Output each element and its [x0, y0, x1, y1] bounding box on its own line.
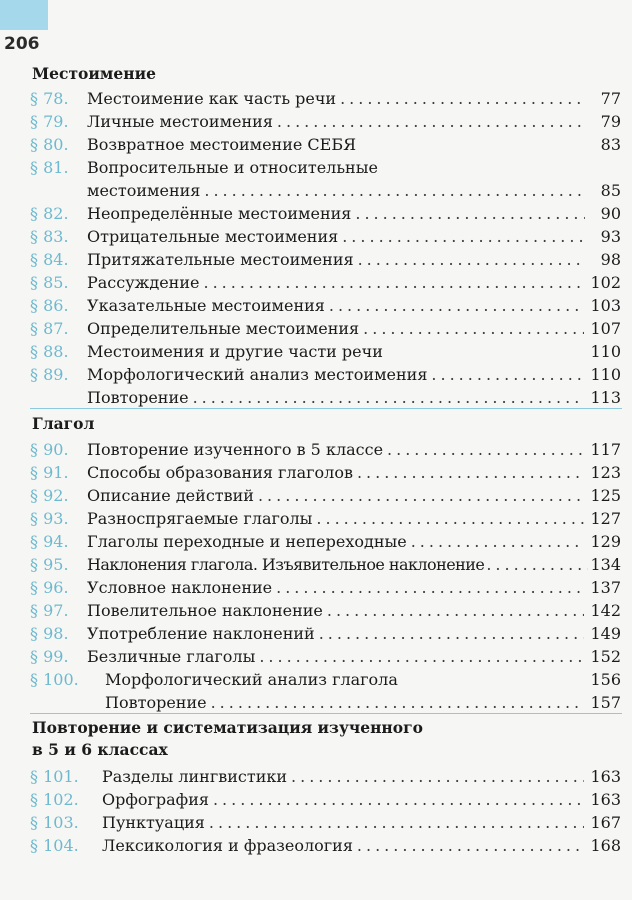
toc-entry-97 — [30, 600, 621, 622]
entry-page: 167 — [590, 813, 621, 832]
leader-dots — [319, 623, 585, 645]
toc-entry-81 — [30, 157, 621, 179]
toc-entry-83 — [30, 226, 621, 248]
toc-entry-102 — [30, 789, 621, 811]
leader-dots — [358, 249, 585, 271]
entry-title: Возвратное местоимение СЕБЯ — [87, 135, 357, 154]
section-number: § 99. — [30, 647, 69, 666]
leader-dots — [277, 111, 585, 133]
entry-page: 163 — [590, 767, 621, 786]
toc-entry-94 — [30, 531, 621, 553]
section-number: § 84. — [30, 250, 69, 269]
entry-page: 129 — [590, 532, 621, 551]
entry-page: 102 — [590, 273, 621, 292]
leader-dots — [363, 318, 584, 340]
leader-dots — [340, 88, 585, 110]
leader-dots — [259, 646, 584, 668]
toc-entry-80 — [30, 134, 621, 156]
entry-title: Притяжательные местоимения — [87, 250, 354, 269]
entry-title: Морфологический анализ местоимения — [87, 365, 428, 384]
entry-title: Описание действий — [87, 486, 254, 505]
leader-dots — [291, 766, 584, 788]
entry-page: 168 — [590, 836, 621, 855]
section-number: § 86. — [30, 296, 69, 315]
entry-page: 85 — [600, 181, 621, 200]
section-number: § 100. — [30, 670, 79, 689]
entry-title: Повелительное наклонение — [87, 601, 323, 620]
toc-entry-101 — [30, 766, 621, 788]
entry-title: местоимения — [87, 181, 201, 200]
leader-dots — [193, 387, 585, 409]
page-corner-tab — [0, 0, 48, 30]
leader-dots — [203, 272, 584, 294]
entry-title: Способы образования глаголов — [87, 463, 353, 482]
entry-page: 117 — [590, 440, 621, 459]
section-number: § 93. — [30, 509, 69, 528]
toc-entry-88 — [30, 341, 621, 363]
section-number: § 90. — [30, 440, 69, 459]
toc-entry-104 — [30, 835, 621, 857]
entry-page: 123 — [590, 463, 621, 482]
toc-entry-review-1 — [30, 387, 621, 409]
entry-page: 156 — [590, 670, 621, 689]
entry-page: 152 — [590, 647, 621, 666]
entry-title: Условное наклонение — [87, 578, 273, 597]
entry-page: 83 — [600, 135, 621, 154]
toc-entry-89 — [30, 364, 621, 386]
section-number: § 98. — [30, 624, 69, 643]
section-divider — [30, 408, 622, 409]
entry-title: Отрицательные местоимения — [87, 227, 339, 246]
entry-title: Разделы лингвистики — [102, 767, 288, 786]
entry-page: 98 — [600, 250, 621, 269]
entry-page: 125 — [590, 486, 621, 505]
leader-dots — [213, 789, 584, 811]
leader-dots — [357, 835, 585, 857]
section-number: § 79. — [30, 112, 69, 131]
toc-entry-87 — [30, 318, 621, 340]
toc-entry-81-cont — [30, 180, 621, 202]
leader-dots — [209, 812, 585, 834]
entry-page: 110 — [590, 365, 621, 384]
section-number: § 91. — [30, 463, 69, 482]
section-number: § 103. — [30, 813, 79, 832]
entry-page: 134 — [590, 555, 621, 574]
toc-entry-85 — [30, 272, 621, 294]
section-number: § 81. — [30, 158, 69, 177]
entry-page: 127 — [590, 509, 621, 528]
leader-dots — [355, 203, 585, 225]
toc-entry-review-2 — [30, 692, 621, 714]
section-number: § 82. — [30, 204, 69, 223]
entry-title: Неопределённые местоимения — [87, 204, 352, 223]
leader-dots — [329, 295, 585, 317]
entry-page: 107 — [590, 319, 621, 338]
leader-dots — [258, 485, 584, 507]
entry-title: Глаголы переходные и непереходные — [87, 532, 407, 551]
entry-page: 90 — [600, 204, 621, 223]
toc-entry-90 — [30, 439, 621, 461]
toc-entry-93 — [30, 508, 621, 530]
section-title-review-line-1: Повторение и систематизация изученного — [32, 718, 423, 737]
entry-title: Употребление наклонений — [87, 624, 315, 643]
entry-page: 113 — [590, 388, 621, 407]
leader-dots — [204, 180, 585, 202]
leader-dots — [316, 508, 584, 530]
toc-entry-91 — [30, 462, 621, 484]
section-number: § 89. — [30, 365, 69, 384]
toc-entry-92 — [30, 485, 621, 507]
entry-title: Безличные глаголы — [87, 647, 256, 666]
entry-title: Местоимение как часть речи — [87, 89, 337, 108]
entry-page: 142 — [590, 601, 621, 620]
toc-entry-100 — [30, 669, 621, 691]
leader-dots — [357, 462, 585, 484]
section-title-pronoun: Местоимение — [32, 64, 156, 83]
entry-page: 103 — [590, 296, 621, 315]
section-number: § 92. — [30, 486, 69, 505]
toc-entry-79 — [30, 111, 621, 133]
section-number: § 95. — [30, 555, 69, 574]
leader-dots — [276, 577, 584, 599]
toc-entry-82 — [30, 203, 621, 225]
toc-entry-96 — [30, 577, 621, 599]
toc-entry-95 — [30, 554, 621, 576]
leader-dots — [411, 531, 585, 553]
entry-title: Орфография — [102, 790, 209, 809]
entry-page: 163 — [590, 790, 621, 809]
entry-page: 93 — [600, 227, 621, 246]
toc-entry-86 — [30, 295, 621, 317]
entry-page: 149 — [590, 624, 621, 643]
entry-title: Повторение — [87, 388, 189, 407]
entry-title: Личные местоимения — [87, 112, 273, 131]
entry-title: Разноспрягаемые глаголы — [87, 509, 313, 528]
section-title-review-line-2: в 5 и 6 классах — [32, 740, 168, 759]
entry-title: Лексикология и фразеология — [102, 836, 353, 855]
entry-title: Указательные местоимения — [87, 296, 325, 315]
entry-title: Рассуждение — [87, 273, 200, 292]
section-number: § 87. — [30, 319, 69, 338]
entry-title: Наклонения глагола. Изъявительное наклонение — [87, 555, 485, 574]
entry-page: 110 — [590, 342, 621, 361]
page-number: 206 — [4, 34, 40, 54]
section-number: § 101. — [30, 767, 79, 786]
entry-title: Повторение изученного в 5 классе — [87, 440, 384, 459]
section-divider — [30, 713, 622, 714]
entry-page: 79 — [600, 112, 621, 131]
section-number: § 96. — [30, 578, 69, 597]
leader-dots — [431, 364, 584, 386]
toc-entry-78 — [30, 88, 621, 110]
entry-title: Морфологический анализ глагола — [105, 670, 398, 689]
section-number: § 80. — [30, 135, 69, 154]
section-number: § 102. — [30, 790, 79, 809]
entry-title: Местоимения и другие части речи — [87, 342, 383, 361]
entry-title: Вопросительные и относительные — [87, 158, 378, 177]
leader-dots — [342, 226, 585, 248]
entry-title: Определительные местоимения — [87, 319, 360, 338]
section-title-verb: Глагол — [32, 414, 95, 433]
section-number: § 104. — [30, 836, 79, 855]
section-number: § 83. — [30, 227, 69, 246]
section-number: § 78. — [30, 89, 69, 108]
leader-dots — [486, 554, 588, 576]
entry-title: Пунктуация — [102, 813, 205, 832]
entry-page: 137 — [590, 578, 621, 597]
toc-entry-103 — [30, 812, 621, 834]
section-number: § 97. — [30, 601, 69, 620]
entry-page: 77 — [600, 89, 621, 108]
leader-dots — [327, 600, 585, 622]
leader-dots — [387, 439, 584, 461]
section-number: § 88. — [30, 342, 69, 361]
entry-page: 157 — [590, 693, 621, 712]
toc-entry-98 — [30, 623, 621, 645]
toc-entry-99 — [30, 646, 621, 668]
section-number: § 85. — [30, 273, 69, 292]
entry-title: Повторение — [105, 693, 207, 712]
leader-dots — [211, 692, 585, 714]
section-number: § 94. — [30, 532, 69, 551]
toc-entry-84 — [30, 249, 621, 271]
